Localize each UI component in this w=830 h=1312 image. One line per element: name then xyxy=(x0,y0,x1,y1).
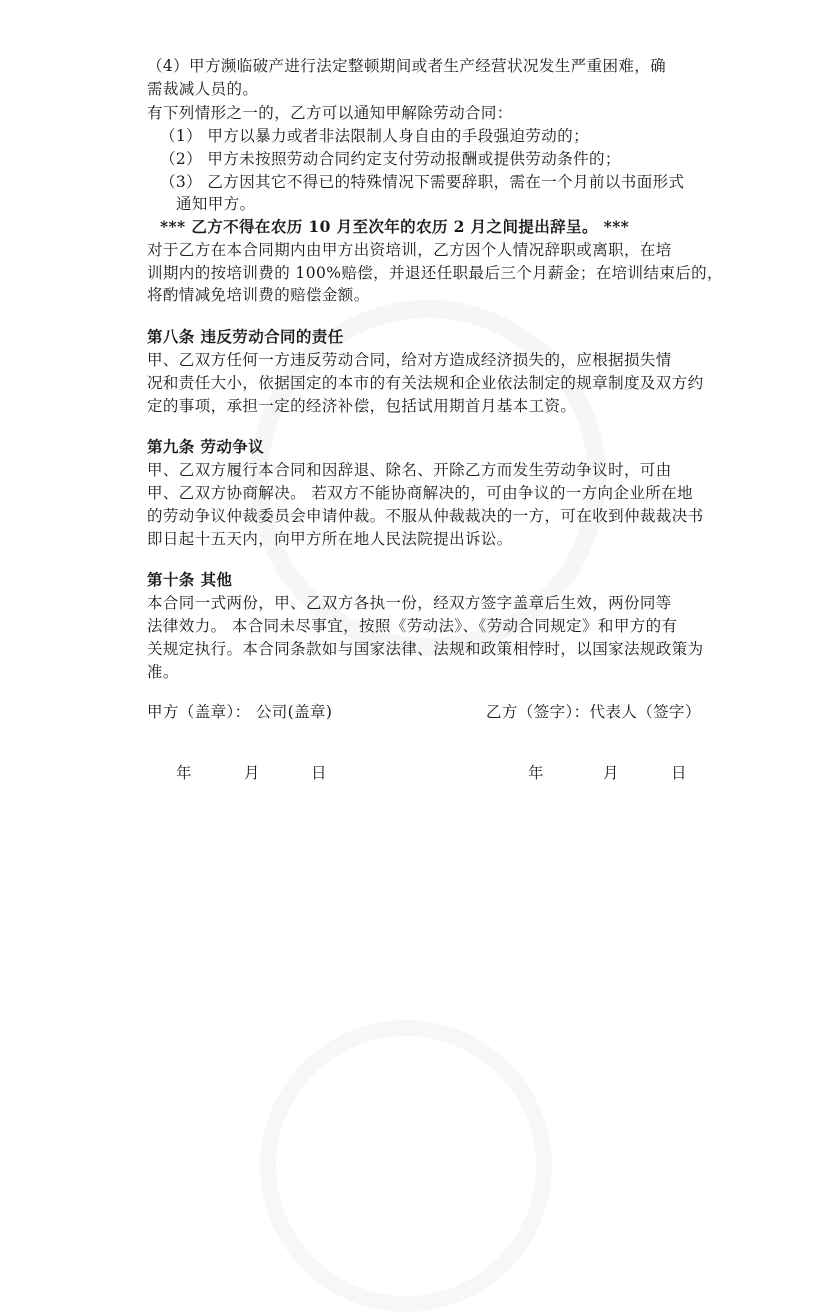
article-8-text: 甲、乙双方任何一方违反劳动合同，给对方造成经济损失的，应根据损失情 xyxy=(147,351,672,369)
clause-line: （2） 甲方未按照劳动合同约定支付劳动报酬或提供劳动条件的； xyxy=(160,150,621,168)
article-9-heading: 第九条 劳动争议 xyxy=(147,437,265,456)
article-8-text: 定的事项，承担一定的经济补偿，包括试用期首月基本工资。 xyxy=(147,397,577,415)
clause-line: 通知甲方。 xyxy=(176,195,256,213)
watermark xyxy=(260,1020,552,1312)
date-month-b: 月 xyxy=(603,764,619,782)
clause-line: 对于乙方在本合同期内由甲方出资培训，乙方因个人情况辞职或离职，在培 xyxy=(147,241,672,259)
date-year-a: 年 xyxy=(176,764,192,782)
party-a-signature: 甲方（盖章）： 公司(盖章) xyxy=(147,703,333,721)
clause-line: 将酌情减免培训费的赔偿金额。 xyxy=(147,286,370,304)
article-10-text: 法律效力。 本合同未尽事宜，按照《劳动法》、《劳动合同规定》和甲方的有 xyxy=(147,617,678,635)
date-year-b: 年 xyxy=(528,764,544,782)
article-9-text: 即日起十五天内，向甲方所在地人民法院提出诉讼。 xyxy=(147,530,513,548)
article-10-text: 本合同一式两份，甲、乙双方各执一份，经双方签字盖章后生效，两份同等 xyxy=(147,594,672,612)
clause-line: 需裁减人员的。 xyxy=(147,80,259,98)
clause-line: （3） 乙方因其它不得已的特殊情况下需要辞职，需在一个月前以书面形式 xyxy=(160,173,685,191)
clause-line: （1） 甲方以暴力或者非法限制人身自由的手段强迫劳动的； xyxy=(160,127,589,145)
article-9-text: 甲、乙双方协商解决。 若双方不能协商解决的，可由争议的一方向企业所在地 xyxy=(147,484,693,502)
article-9-text: 甲、乙双方履行本合同和因辞退、除名、开除乙方而发生劳动争议时，可由 xyxy=(147,461,672,479)
date-day-b: 日 xyxy=(671,764,687,782)
date-month-a: 月 xyxy=(244,764,260,782)
clause-line: 有下列情形之一的，乙方可以通知甲解除劳动合同： xyxy=(147,104,513,122)
article-9-text: 的劳动争议仲裁委员会申请仲裁。不服从仲裁裁决的一方，可在收到仲裁裁决书 xyxy=(147,507,704,525)
clause-line: 训期内的按培训费的 100%赔偿，并退还任职最后三个月薪金；在培训结束后的， xyxy=(147,264,723,282)
notice-line: *** 乙方不得在农历 10 月至次年的农历 2 月之间提出辞呈。 *** xyxy=(160,217,630,236)
date-day-a: 日 xyxy=(311,764,327,782)
article-10-text: 准。 xyxy=(147,663,179,681)
article-10-text: 关规定执行。本合同条款如与国家法律、法规和政策相悖时，以国家法规政策为 xyxy=(147,640,704,658)
party-b-signature: 乙方（签字）：代表人（签字） xyxy=(486,703,701,721)
clause-line: （4）甲方濒临破产进行法定整顿期间或者生产经营状况发生严重困难，确 xyxy=(147,57,667,75)
article-8-heading: 第八条 违反劳动合同的责任 xyxy=(147,327,344,346)
article-8-text: 况和责任大小，依据国定的本市的有关法规和企业依法制定的规章制度及双方约 xyxy=(147,374,704,392)
article-10-heading: 第十条 其他 xyxy=(147,570,233,589)
